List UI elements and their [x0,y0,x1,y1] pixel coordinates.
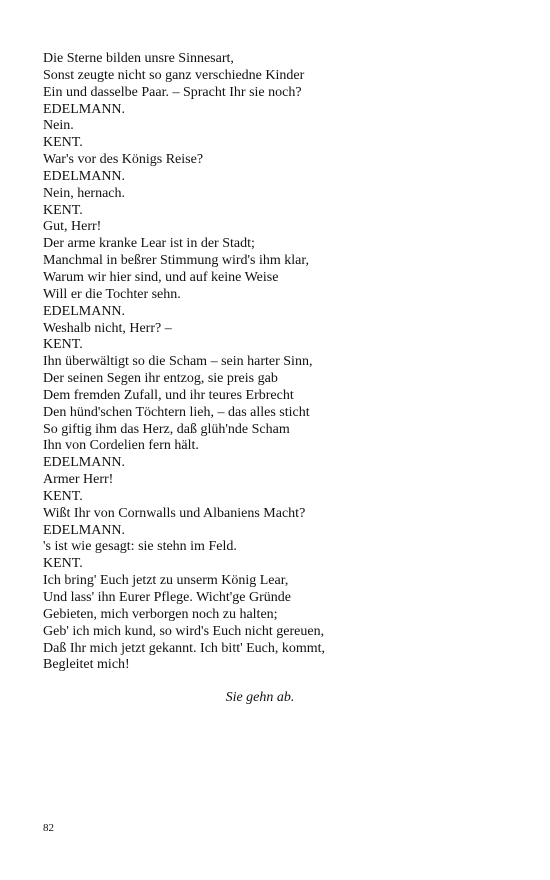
text-line: Dem fremden Zufall, und ihr teures Erbrecht [43,387,294,403]
text-line: Armer Herr! [43,472,114,488]
text-line: War's vor des Königs Reise? [43,152,204,168]
speaker-name: EDELMANN. [43,522,126,538]
text-line: Nein. [43,118,74,134]
page-number: 82 [43,822,54,834]
text-line: Der arme kranke Lear ist in der Stadt; [43,236,255,252]
text-line: Geb' ich mich kund, so wird's Euch nicht gereuen, [43,623,325,639]
text-line: Ein und dasselbe Paar. – Spracht Ihr sie noch? [43,84,302,100]
text-line: So giftig ihm das Herz, daß glüh'nde Scham [43,421,290,437]
text-line: Ihn von Cordelien fern hält. [43,438,199,454]
speaker-name: KENT. [43,488,83,504]
text-line: Und lass' ihn Eurer Pflege. Wicht'ge Gründe [43,590,291,605]
speaker-name: KENT. [43,556,83,572]
text-line: Wißt Ihr von Cornwalls und Albaniens Macht? [43,505,306,521]
text-line: 's ist wie gesagt: sie stehn im Feld. [43,539,237,555]
stage-direction: Sie gehn ab. [225,690,295,705]
text-line: Daß Ihr mich jetzt gekannt. Ich bitt' Euch, kommt, [43,640,326,656]
text-line: Begleitet mich! [43,657,130,673]
text-line: Gebieten, mich verborgen noch zu halten; [43,606,278,622]
text-line: Will er die Tochter sehn. [43,286,181,302]
text-line: Sonst zeugte nicht so ganz verschiedne Kinder [43,67,305,83]
speaker-name: EDELMANN. [43,455,126,471]
speaker-name: EDELMANN. [43,168,126,184]
play-text [43,51,513,674]
text-line: Den hünd'schen Töchtern lieh, – das alles sticht [43,404,310,420]
speaker-name: EDELMANN. [43,303,126,319]
text-line: Nein, hernach. [43,185,126,201]
speaker-name: EDELMANN. [43,101,126,117]
text-line: Der seinen Segen ihr entzog, sie preis gab [43,371,278,387]
speaker-name: KENT. [43,337,83,353]
text-line: Warum wir hier sind, und auf keine Weise [43,269,279,285]
text-line: Gut, Herr! [43,219,102,235]
text-line: Weshalb nicht, Herr? – [43,320,172,336]
text-line: Ihn überwältigt so die Scham – sein harter Sinn, [43,354,313,370]
speaker-name: KENT. [43,202,83,218]
speaker-name: KENT. [43,135,83,151]
text-line: Manchmal in beßrer Stimmung wird's ihm klar, [43,253,309,269]
text-line: Ich bring' Euch jetzt zu unserm König Lear, [43,573,289,589]
text-line: Die Sterne bilden unsre Sinnesart, [43,51,234,66]
